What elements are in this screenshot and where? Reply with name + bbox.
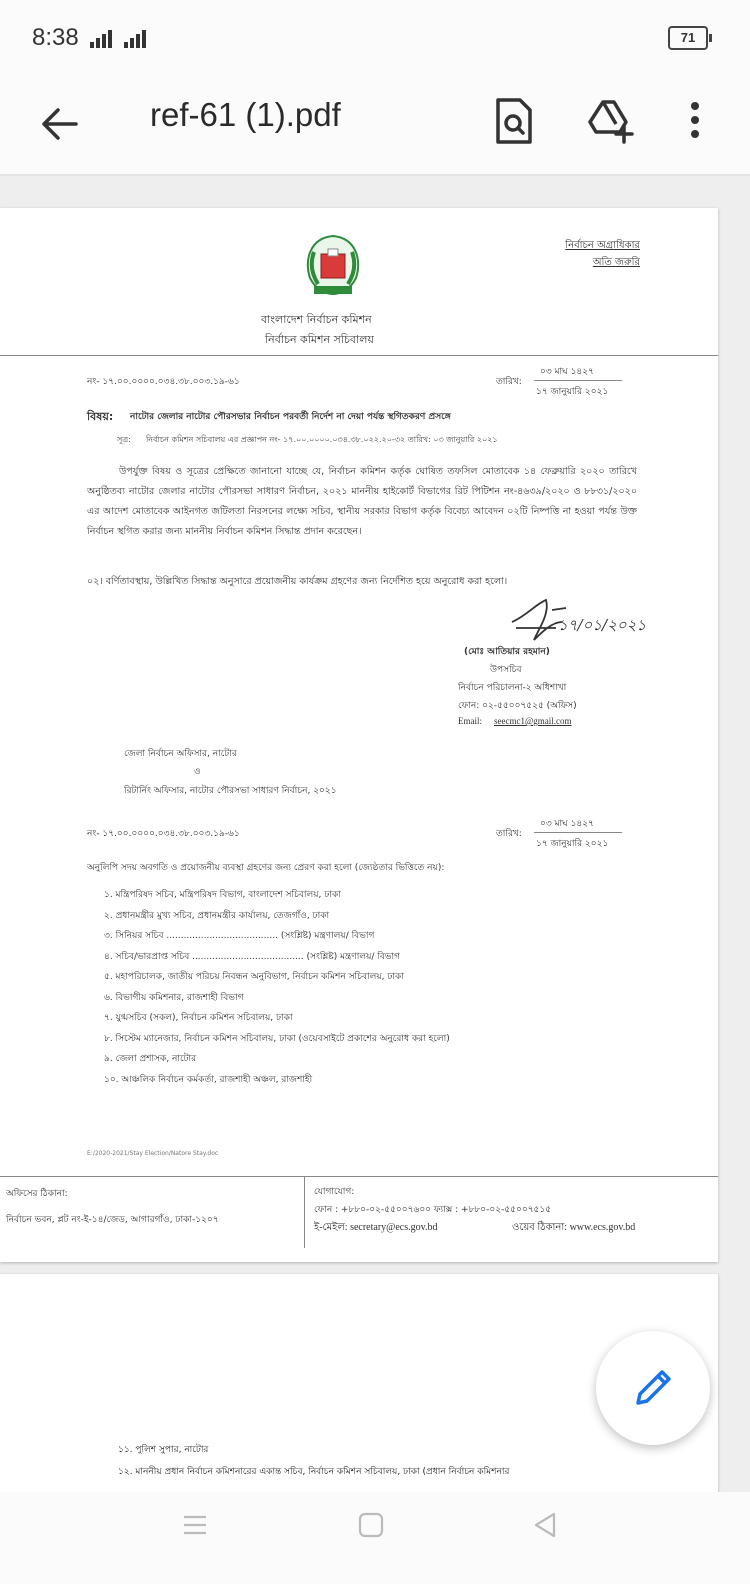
copy-list-item: ১০. আঞ্চলিক নির্বাচন কর্মকর্তা, রাজশাহী অঞ্চল, রাজশাহী: [104, 1074, 313, 1085]
priority-label: নির্বাচন অগ্রাধিকার: [565, 240, 640, 251]
nav-back-icon[interactable]: [530, 1510, 560, 1540]
footer-divider: [0, 1176, 718, 1177]
recent-apps-icon[interactable]: [180, 1510, 210, 1540]
date-label-2: তারিখ:: [496, 829, 522, 839]
signature-image: [506, 592, 647, 646]
signal-icon: [90, 30, 112, 48]
date-bangla-2: ০৩ মাঘ ১৪২৭: [540, 819, 594, 829]
urgent-label: অতি জরুরি: [592, 257, 640, 268]
footer-contact-phone: ফোন : +৮৮০-০২-৫৫০০৭৬০০ ফ্যাক্স : +৮৮০-০২-৫৫০০৭৫১৫: [314, 1205, 552, 1215]
subject-text: নাটোর জেলার নাটোর পৌরসভার নির্বাচন পরবর্তী নির্দেশ না দেয়া পর্যন্ত স্থগিতকরণ প্রসঙ্গে: [130, 412, 451, 422]
footer-website: ওয়েব ঠিকানা: www.ecs.gov.bd: [512, 1222, 636, 1233]
signatory-name: (মোঃ আতিয়ার রহমান): [464, 647, 550, 657]
app-bar: [0, 78, 750, 176]
status-time: 8:38: [32, 24, 79, 51]
footer-office-label: অফিসের ঠিকানা:: [6, 1189, 68, 1199]
subject-label: বিষয়:: [87, 410, 114, 423]
recipient-1: জেলা নির্বাচন অফিসার, নাটোর: [124, 749, 237, 759]
signatory-department: নির্বাচন পরিচালনা-২ অধিশাখা: [458, 683, 567, 693]
footer-office-address: নির্বাচন ভবন, প্লট নং-ই-১৪/জেড, আগারগাঁও, ঢাকা-১২০৭: [6, 1215, 219, 1225]
signatory-title: উপসচিব: [490, 665, 522, 675]
copy-list-item: ২. প্রধানমন্ত্রীর মুখ্য সচিব, প্রধানমন্ত্রীর কার্যালয়, তেজগাঁও, ঢাকা: [104, 910, 330, 921]
status-bar: [0, 0, 750, 78]
battery-icon: 71: [668, 26, 708, 50]
recipient-and: ও: [194, 767, 201, 777]
copy-list-item: ৭. যুগ্মসচিব (সকল), নির্বাচন কমিশন সচিবালয়, ঢাকা: [104, 1013, 293, 1023]
signal-icon-2: [124, 30, 146, 48]
more-options-icon[interactable]: [680, 96, 710, 148]
recipient-2: রিটার্নিং অফিসার, নাটোর পৌরসভা সাধারণ নির্বাচন, ২০২১: [124, 786, 337, 796]
footer-contact-label: যোগাযোগ:: [314, 1187, 355, 1197]
system-navigation-bar: [0, 1492, 750, 1584]
signatory-email: seecmc1@gmail.com: [494, 716, 572, 726]
date-bangla: ০৩ মাঘ ১৪২৭: [540, 367, 594, 377]
search-document-icon[interactable]: [488, 96, 538, 148]
signature-date: ১৭/০১/২০২১: [558, 616, 647, 634]
date-divider: [534, 380, 622, 381]
edit-fab-button[interactable]: [596, 1331, 710, 1445]
signatory-email-label: Email:: [458, 716, 482, 726]
org-sub-name: নির্বাচন কমিশন সচিবালয়: [265, 333, 374, 346]
footer-column-divider: [304, 1176, 305, 1248]
copy-item-11: ১১. পুলিশ সুপার, নাটোর: [118, 1445, 209, 1455]
date-english: ১৭ জানুয়ারি ২০২১: [536, 387, 609, 397]
copy-list-item: ৬. বিভাগীয় কমিশনার, রাজশাহী বিভাগ: [104, 992, 244, 1003]
home-icon[interactable]: [356, 1510, 386, 1540]
copy-list-item: ৯. জেলা প্রশাসক, নাটোর: [104, 1054, 197, 1064]
memo-number-2: নং- ১৭.০০.০০০০.০৩৪.৩৮.০০৩.১৯-৬১: [87, 829, 240, 839]
copy-list-item: ১. মন্ত্রিপরিষদ সচিব, মন্ত্রিপরিষদ বিভাগ, বাংলাদেশ সচিবালয়, ঢাকা: [104, 890, 341, 900]
date-label: তারিখ:: [496, 377, 522, 387]
copy-list-item: ৮. সিস্টেম ম্যানেজার, নির্বাচন কমিশন সচিবালয়, ঢাকা (ওয়েবসাইটে প্রকাশের অনুরোধ করা হলো): [104, 1033, 450, 1044]
signatory-phone: ফোন: ০২-৫৫০০৭৫২৫ (অফিস): [458, 701, 577, 711]
body-paragraph-1: উপর্যুক্ত বিষয় ও সূত্রের প্রেক্ষিতে জানানো যাচ্ছে যে, নির্বাচন কমিশন কর্তৃক ঘোষিত তফসিল মোতাবেক ১৪ ফেব্রুয়ারি ২০২০ তারিখে অনুষ্ঠিতব্য নাটোর জেলার নাটোর পৌরসভা সাধারণ নির্বাচন, ২০২১ মাননীয় হাইকোর্ট বিভাগের রিট পিটিশন নং-৪৬৩৯/২০২০ ও ৮৮৩১/২০২০ এর আদেশ মোতাবেক আইনগত জটিলতা নিরসনের লক্ষ্যে সচিব, স্থানীয় সরকার বিভাগ কর্তৃক বিবেচ্য আবেদন ০২টি নিষ্পত্তি না হওয়া পর্যন্ত উক্ত নির্বাচন স্থগিত করার জন্য মাননীয় নির্বাচন কমিশন সিদ্ধান্ত প্রদান করেছেন।: [87, 466, 637, 537]
header-divider: [0, 355, 718, 356]
copy-list-item: ৪. সচিব/ভারপ্রাপ্ত সচিব ....................................... (সংশ্লিষ্ট) মন্ত্রণালয়/ বিভাগ: [104, 951, 401, 962]
election-commission-emblem: [300, 232, 366, 300]
pdf-viewer[interactable]: [0, 176, 750, 1492]
copy-intro: অনুলিপি সদয় অবগতি ও প্রয়োজনীয় ব্যবস্থা গ্রহণের জন্য প্রেরণ করা হলো (জ্যেষ্ঠতার ভিত্তিতে নয়):: [87, 863, 445, 873]
pencil-icon: [628, 1363, 678, 1413]
add-to-drive-icon[interactable]: [586, 96, 636, 148]
footer-email: ই-মেইল: secretary@ecs.gov.bd: [314, 1222, 438, 1233]
copy-item-12: ১২. মাননীয় প্রধান নির্বাচন কমিশনারের একান্ত সচিব, নির্বাচন কমিশন সচিবালয়, ঢাকা (প্রধান নির্বাচন কমিশনার: [118, 1467, 510, 1477]
file-title: ref-61 (1).pdf: [150, 96, 341, 133]
back-arrow-icon[interactable]: [36, 100, 84, 148]
date-english-2: ১৭ জানুয়ারি ২০২১: [536, 839, 609, 849]
reference-label: সূত্র:: [117, 435, 131, 444]
org-name: বাংলাদেশ নির্বাচন কমিশন: [261, 313, 372, 326]
body-paragraph-2: ০২। বর্ণিতাবস্থায়, উল্লিখিত সিদ্ধান্ত অনুসারে প্রয়োজনীয় কার্যক্রম গ্রহণের জন্য নির্দেশিত হয়ে অনুরোধ করা হলো।: [87, 576, 508, 587]
reference-text: নির্বাচন কমিশন সচিবালয় এর প্রজ্ঞাপন নং- ১৭.০০.০০০০.০৩৪.৩৮.০২২.২০-৩২ তারিখ: ০৩ জানুয়ারি ২০২১: [146, 435, 498, 444]
date-divider-2: [534, 832, 622, 833]
copy-list-item: ৫. মহাপরিচালক, জাতীয় পরিচয় নিবন্ধন অনুবিভাগ, নির্বাচন কমিশন সচিবালয়, ঢাকা: [104, 972, 404, 982]
memo-number: নং- ১৭.০০.০০০০.০৩৪.৩৮.০০৩.১৯-৬১: [87, 377, 240, 387]
pdf-page-1: [0, 208, 718, 1262]
file-path: E:/2020-2021/Stay Election/Natore Stay.doc: [87, 1150, 219, 1157]
copy-list-item: ৩. সিনিয়র সচিব ....................................... (সংশ্লিষ্ট) মন্ত্রণালয়/ বিভাগ: [104, 931, 375, 941]
